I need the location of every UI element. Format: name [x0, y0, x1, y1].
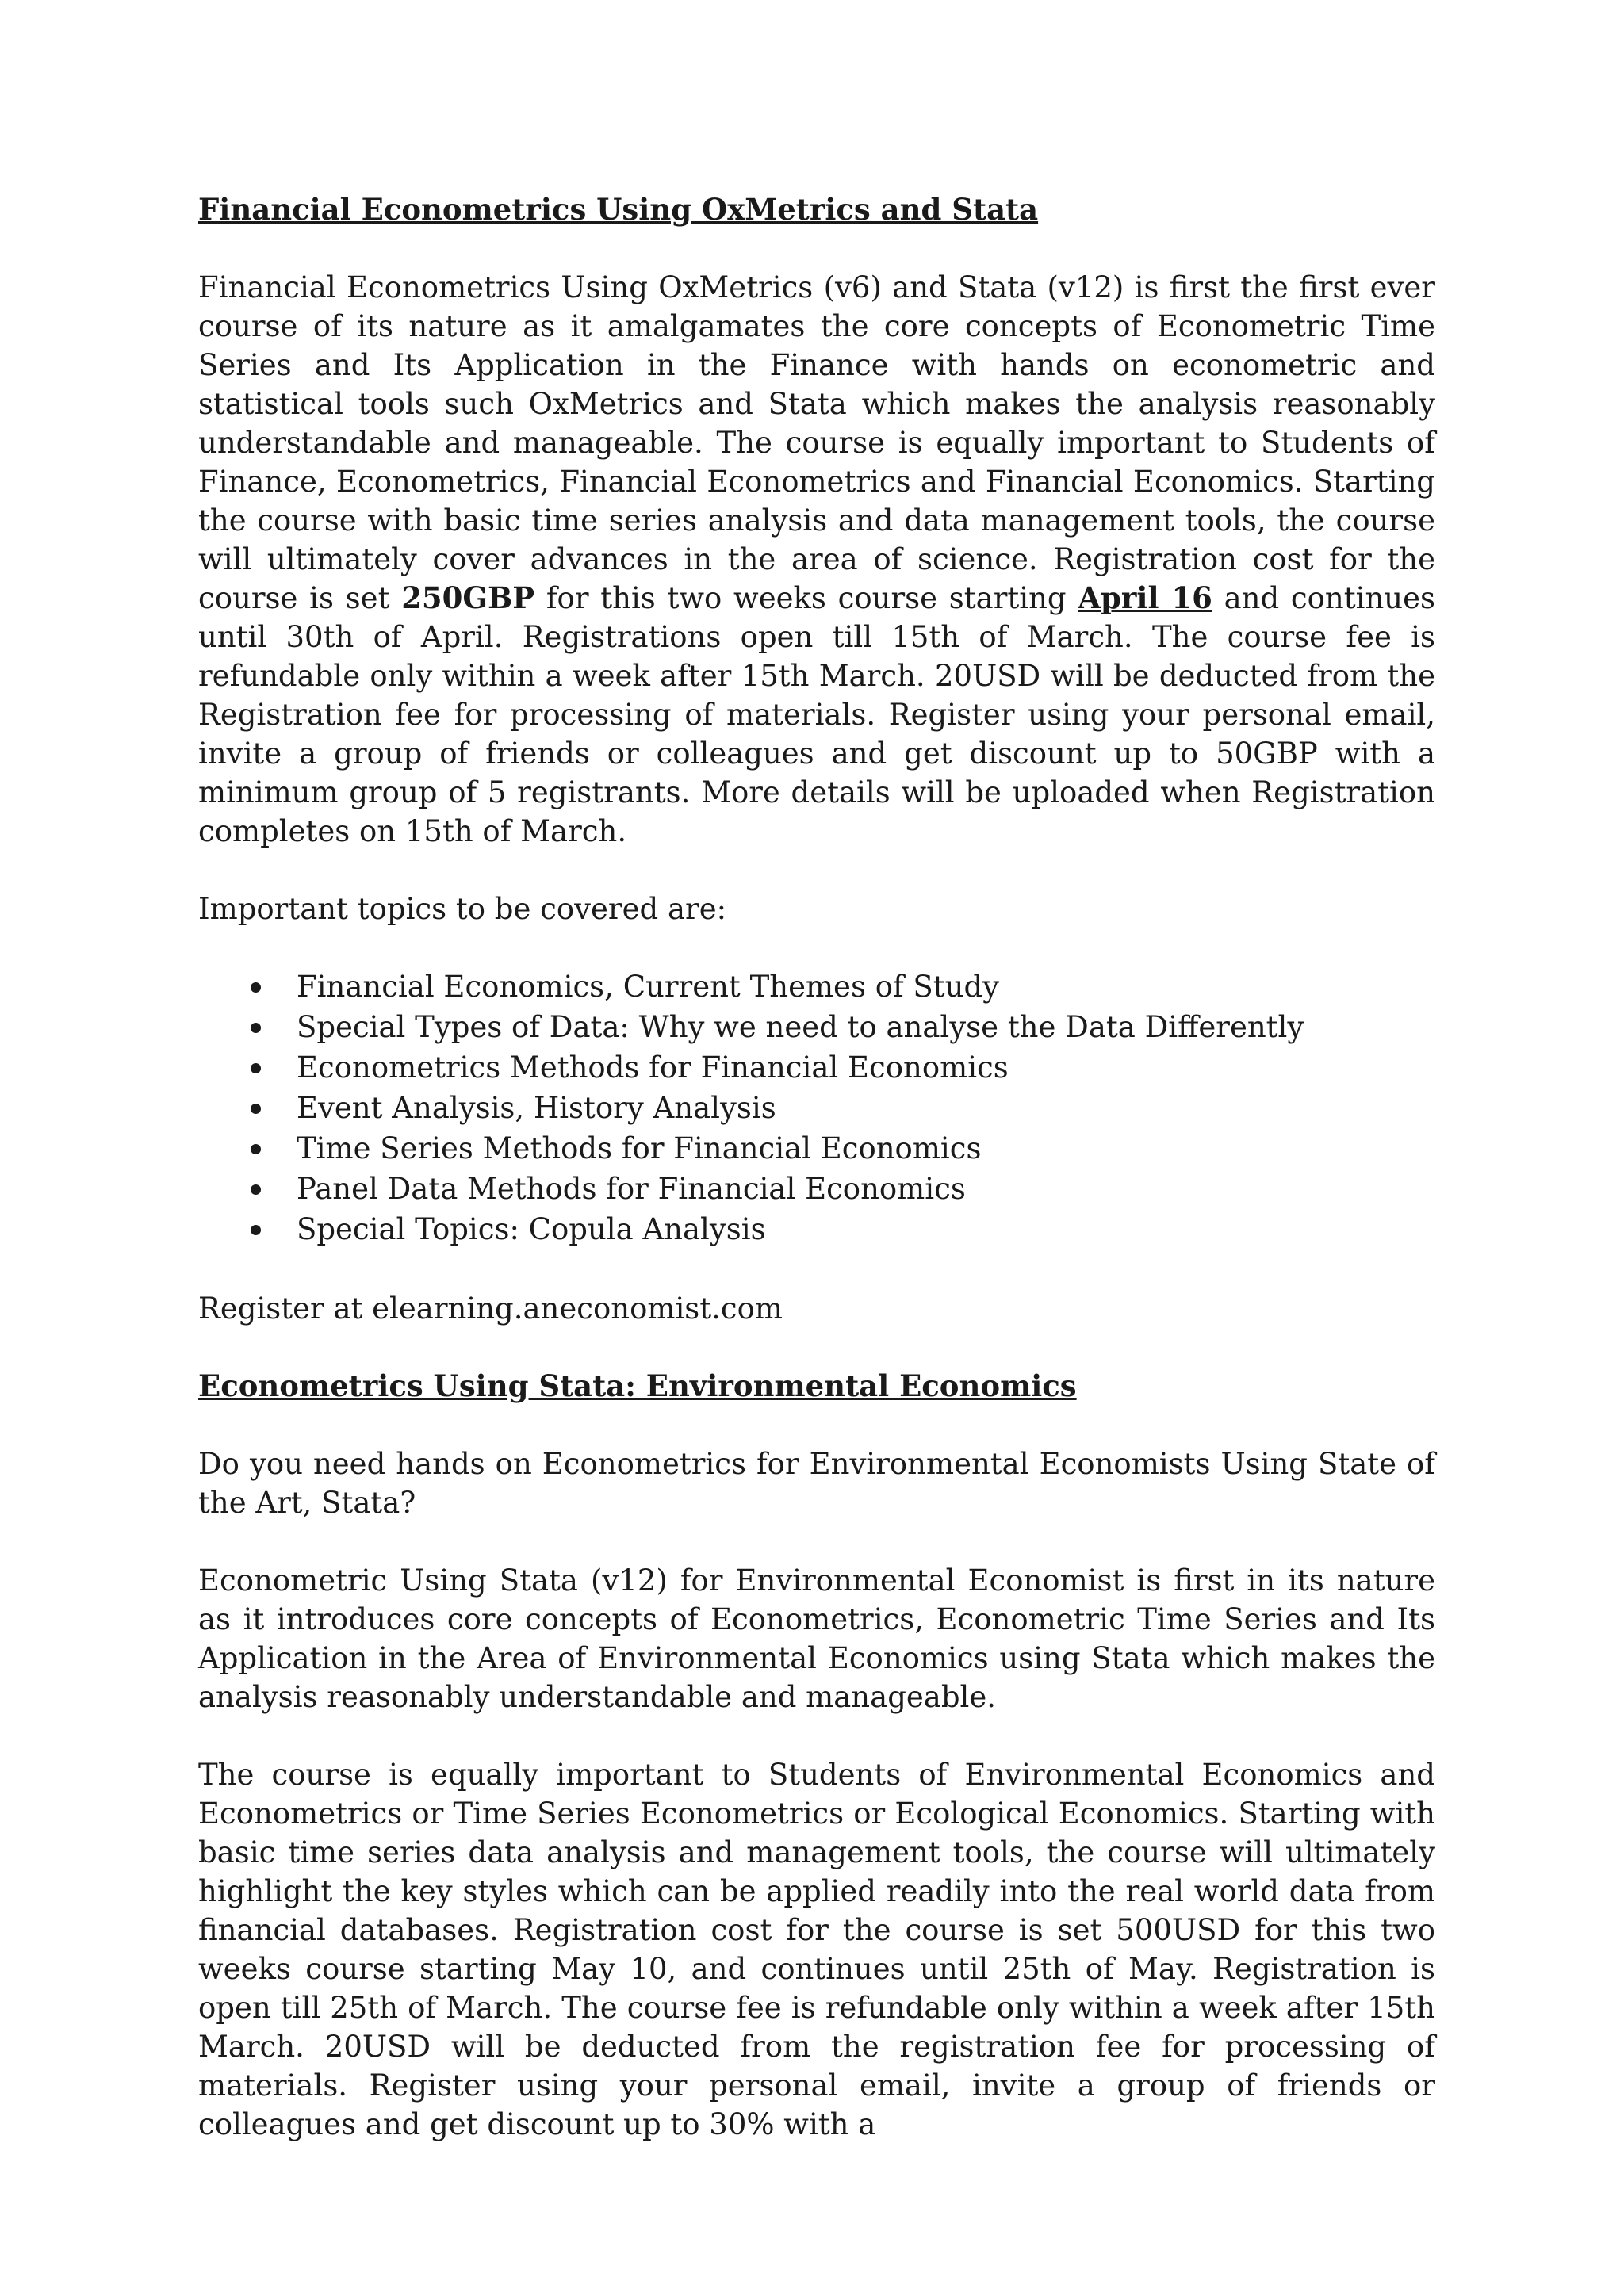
section2-title: Econometrics Using Stata: Environmental Economics [198, 1368, 1077, 1403]
list-item [198, 1008, 1435, 1048]
list-item [198, 1129, 1435, 1169]
bullet-icon [251, 1023, 261, 1033]
list-item [198, 1089, 1435, 1129]
list-item [198, 1169, 1435, 1210]
topic-text: Time Series Methods for Financial Economics [297, 1131, 982, 1165]
list-item [198, 1048, 1435, 1089]
section1-desc-part2: for this two weeks course starting [534, 581, 1078, 615]
bullet-icon [251, 1184, 261, 1195]
topic-text: Event Analysis, History Analysis [297, 1091, 776, 1125]
register-link-text: Register at elearning.aneconomist.com [198, 1292, 783, 1326]
section1-description [198, 268, 1435, 851]
section1-title: Financial Econometrics Using OxMetrics and Stata [198, 192, 1039, 227]
section2-paragraph-2: The course is equally important to Students of Environmental Economics and Econometrics or Time Series Econometrics or Ecological Economics. Starting with basic time series data analysis and management tools, the course will ultimately highlight the key styles which can be applied readily into the real world data from financial databases. Registration cost for the course is set 500USD for this two weeks course starting May 10, and continues until 25th of May. Registration is open till 25th of March. The course fee is refundable only within a week after 15th March. 20USD will be deducted from the registration fee for processing of materials. Register using your personal email, invite a group of friends or colleagues and get discount up to 30% with a [198, 1758, 1435, 2141]
bullet-icon [251, 1104, 261, 1114]
topic-text: Panel Data Methods for Financial Economics [297, 1172, 966, 1206]
topic-text: Special Types of Data: Why we need to analyse the Data Differently [297, 1010, 1304, 1044]
topics-list [198, 967, 1435, 1250]
topic-text: Special Topics: Copula Analysis [297, 1212, 766, 1246]
topic-text: Econometrics Methods for Financial Economics [297, 1050, 1009, 1085]
document-page [198, 190, 1435, 2144]
section2-paragraph-1: Econometric Using Stata (v12) for Environmental Economist is first in its nature as it introduces core concepts of Econometrics, Econometric Time Series and Its Application in the Area of Environmental Economics using Stata which makes the analysis reasonably understandable and manageable. [198, 1563, 1435, 1714]
bullet-icon [251, 1063, 261, 1073]
list-item [198, 967, 1435, 1008]
section1-desc-part3: and continues until 30th of April. Registrations open till 15th of March. The course fee is refundable only within a week after 15th March. 20USD will be deducted from the Registration fee for processing of materials. Register using your personal email, invite a group of friends or colleagues and get discount up to 50GBP with a minimum group of 5 registrants. More details will be uploaded when Registration completes on 15th of March. [198, 581, 1435, 848]
list-item [198, 1210, 1435, 1250]
section1-desc-part1: Financial Econometrics Using OxMetrics (v6) and Stata (v12) is first the first ever course of its nature as it amalgamates the core concepts of Econometric Time Series and Its Application in the Finance with hands on econometric and statistical tools such OxMetrics and Stata which makes the analysis reasonably understandable and manageable. The course is equally important to Students of Finance, Econometrics, Financial Econometrics and Financial Economics. Starting the course with basic time series analysis and data management tools, the course will ultimately cover advances in the area of science. Registration cost for the course is set [198, 270, 1435, 615]
bullet-icon [251, 982, 261, 993]
bullet-icon [251, 1225, 261, 1235]
topic-text: Financial Economics, Current Themes of Study [297, 970, 1000, 1004]
section2-question: Do you need hands on Econometrics for Environmental Economists Using State of the Art, Stata? [198, 1447, 1435, 1520]
bullet-icon [251, 1144, 261, 1154]
topics-intro: Important topics to be covered are: [198, 892, 727, 926]
course-start-date: April 16 [1078, 580, 1212, 615]
course-price: 250GBP [401, 580, 535, 615]
